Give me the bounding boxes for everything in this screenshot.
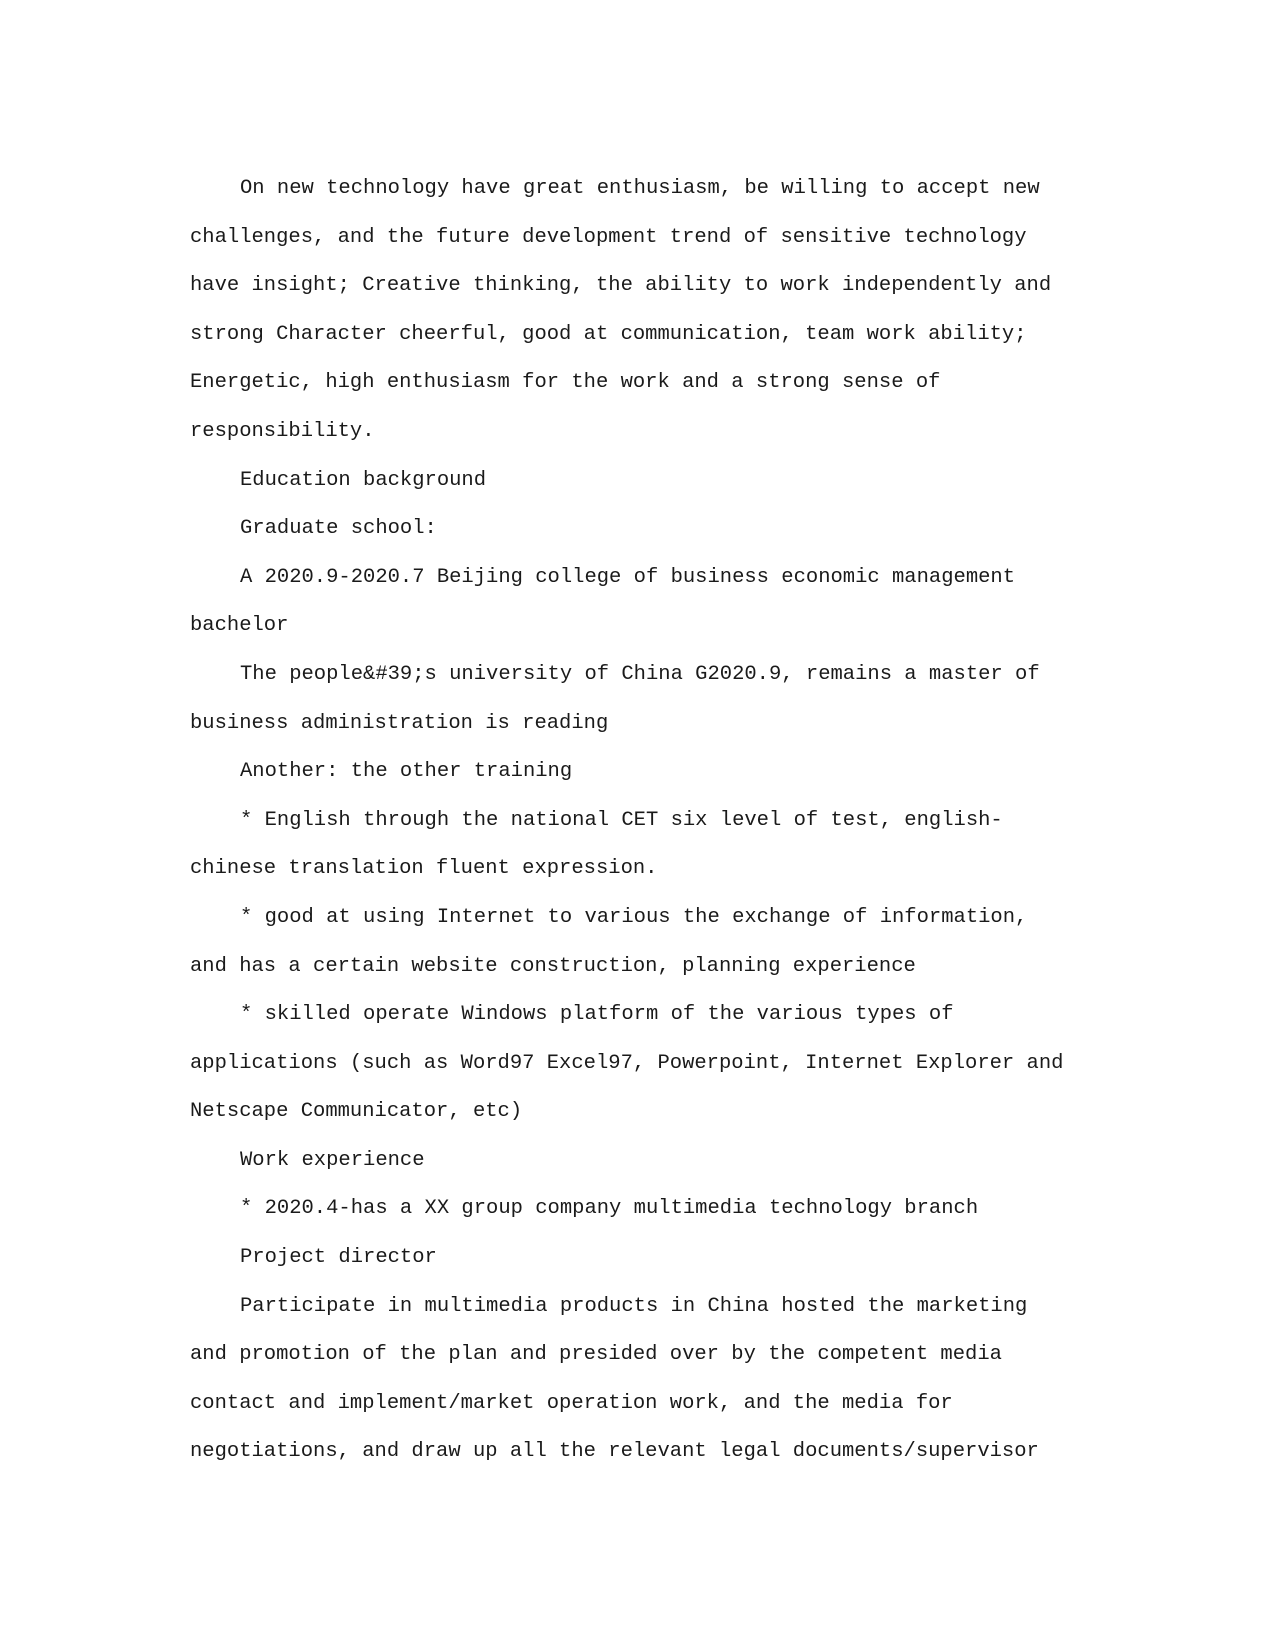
paragraph-job-title [190, 1234, 1090, 1283]
text-line: On new technology have great enthusiasm, be willing to accept new [240, 177, 1040, 200]
text-line: Participate in multimedia products in China hosted the marketing [240, 1294, 1028, 1318]
text-line: Education background [240, 468, 487, 492]
text-line: Work experience [240, 1148, 425, 1172]
paragraph-master [190, 651, 1090, 748]
text-line: and promotion of the plan and presided over by the competent media [190, 1343, 1002, 1367]
text-line: * English through the national CET six level of test, english- [240, 808, 1003, 832]
paragraph-windows-skills [190, 991, 1090, 1137]
text-line: chinese translation fluent expression. [190, 857, 658, 881]
paragraph-english [190, 797, 1090, 894]
text-line: challenges, and the future development trend of sensitive technology [190, 225, 1027, 249]
section-heading-work-experience [190, 1137, 1090, 1186]
paragraph-internet [190, 894, 1090, 991]
paragraph-job-entry [190, 1185, 1090, 1234]
paragraph-other-training [190, 748, 1090, 797]
text-line: Project director [240, 1246, 437, 1270]
text-line: * good at using Internet to various the exchange of information, [240, 905, 1028, 929]
text-line: applications (such as Word97 Excel97, Powerpoint, Internet Explorer and [190, 1051, 1064, 1075]
text-line: Another: the other training [240, 760, 573, 784]
text-line: * 2020.4-has a XX group company multimedia technology branch [240, 1197, 979, 1221]
text-line: The people&#39;s university of China G2020.9, remains a master of [240, 662, 1040, 686]
text-line: responsibility. [190, 419, 375, 443]
paragraph-job-duties [190, 1283, 1090, 1477]
text-line: A 2020.9-2020.7 Beijing college of business economic management [240, 565, 1016, 589]
paragraph-graduate-school [190, 505, 1090, 554]
section-heading-education [190, 457, 1090, 506]
text-line: business administration is reading [190, 711, 609, 735]
paragraph-bachelor [190, 554, 1090, 651]
text-line: strong Character cheerful, good at communication, team work ability; [190, 322, 1027, 346]
text-line: and has a certain website construction, planning experience [190, 954, 916, 978]
document-body [190, 165, 1090, 1477]
text-line: Energetic, high enthusiasm for the work and a strong sense of [190, 371, 941, 395]
text-line: have insight; Creative thinking, the ability to work independently and [190, 274, 1052, 298]
text-line: negotiations, and draw up all the relevant legal documents/supervisor [190, 1440, 1039, 1464]
text-line: Graduate school: [240, 517, 437, 541]
text-line: bachelor [190, 614, 289, 638]
text-line: contact and implement/market operation work, and the media for [190, 1391, 953, 1415]
text-line: * skilled operate Windows platform of the various types of [240, 1003, 954, 1027]
text-line: Netscape Communicator, etc) [190, 1100, 523, 1124]
paragraph-profile [190, 165, 1090, 457]
